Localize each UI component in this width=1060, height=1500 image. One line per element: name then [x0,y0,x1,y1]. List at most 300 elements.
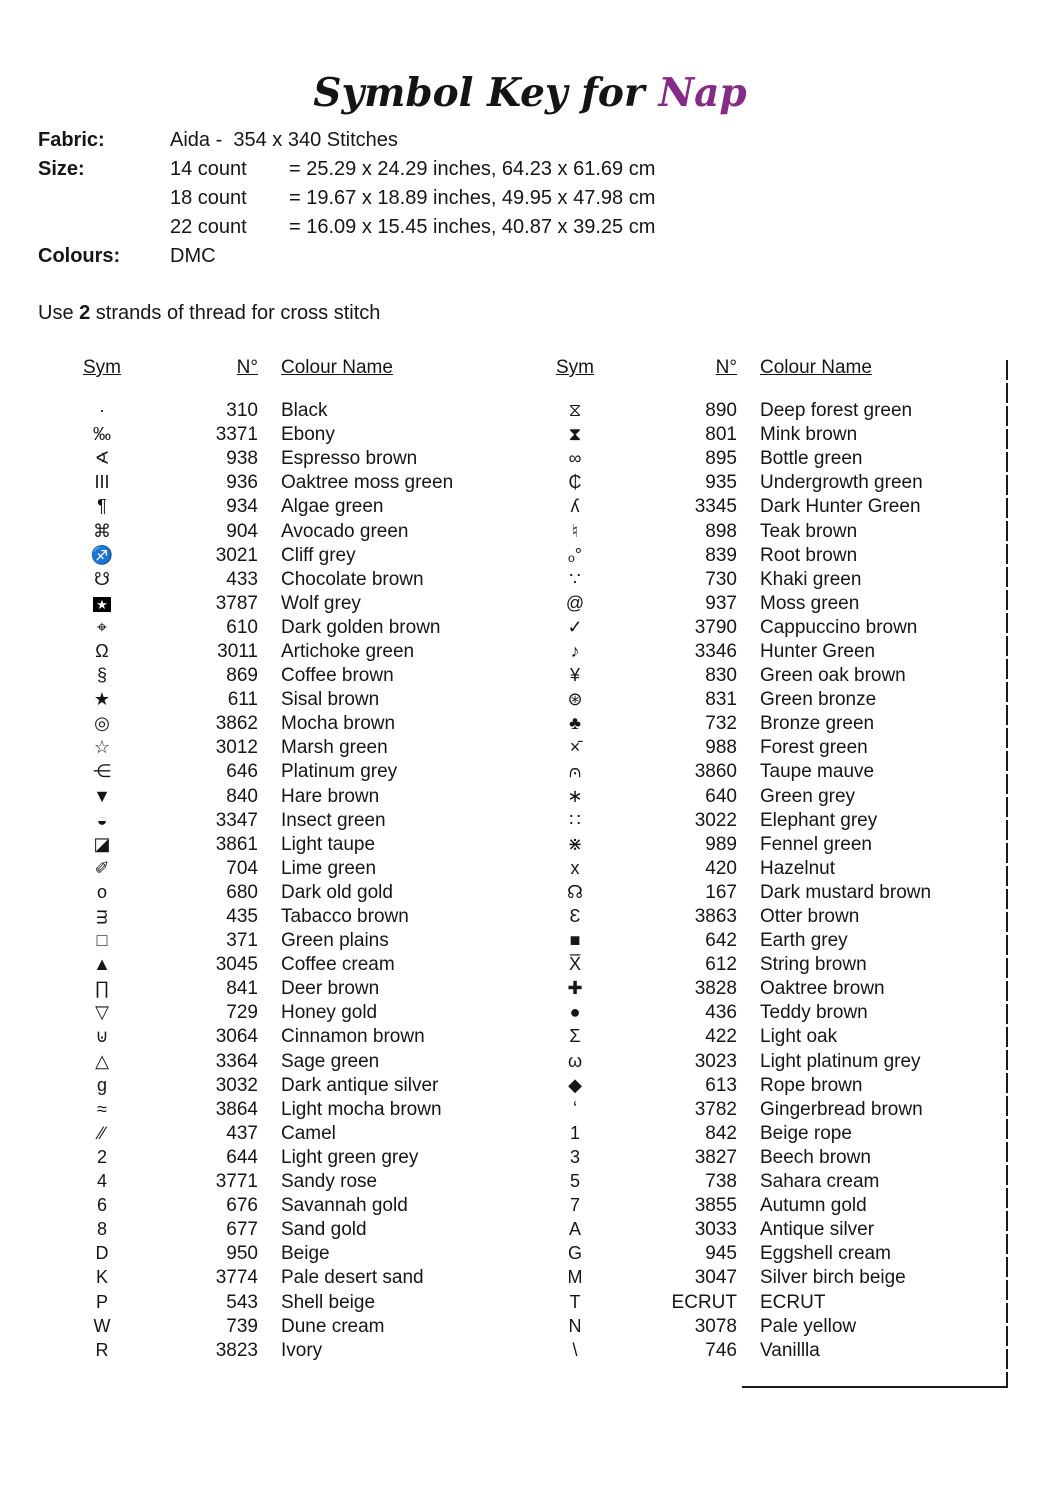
table-row [57,519,502,543]
colour-name-cell: Lime green [281,857,377,879]
table-row [57,905,502,929]
dmc-number-cell: 3345 [694,496,737,518]
stitch-symbol: ⊍ [95,1026,109,1047]
stitch-symbol: 7 [569,1195,580,1216]
stitch-symbol: ∏ [94,978,110,999]
symbol-cell [530,954,620,976]
symbol-cell [57,786,147,808]
table-row [57,1074,502,1098]
colour-name-cell: Taupe mauve [760,761,875,783]
symbol-cell [530,810,620,832]
table-row [530,736,995,760]
table-row [530,1218,995,1242]
dmc-number-cell: 831 [705,689,737,711]
stitch-symbol: ∞ [568,448,582,469]
table-row [57,1170,502,1194]
colour-name-cell: Green bronze [760,689,877,711]
dmc-number-cell: 3045 [215,954,258,976]
table-row [57,1194,502,1218]
fabric-label: Fabric: [38,129,105,151]
header-name: Colour Name [281,357,393,378]
colour-name-cell: Pale yellow [760,1315,857,1337]
symbol-cell [530,1195,620,1217]
dmc-number-cell: 3371 [215,424,258,446]
stitch-symbol: ☊ [567,881,583,902]
colour-name-cell: Antique silver [760,1219,875,1241]
table-row [57,1315,502,1339]
colour-name-cell: Cappuccino brown [760,616,918,638]
colour-name-cell: Dark golden brown [281,616,441,638]
dmc-number-cell: 435 [226,906,258,928]
stitch-symbol: N [568,1315,582,1336]
colour-name-cell: Moss green [760,592,860,614]
dmc-number-cell: 676 [226,1195,258,1217]
table-row [57,568,502,592]
symbol-cell [57,641,147,663]
colour-name-cell: Rope brown [760,1074,863,1096]
table-row [57,712,502,736]
stitch-symbol: ⌖ [96,616,108,637]
stitch-symbol: 3 [569,1146,580,1167]
symbol-cell [530,424,620,446]
stitch-symbol: x [570,857,580,878]
symbol-cell [57,1123,147,1145]
dmc-number-cell: 895 [705,448,737,470]
symbol-cell [530,1123,620,1145]
header-sym: Sym [83,357,121,378]
stitch-symbol: ‰ [93,424,111,445]
colour-name-cell: Coffee cream [281,954,395,976]
stitch-symbol: D [95,1243,109,1264]
symbol-cell [57,1195,147,1217]
stitch-symbol: ∗ [567,785,583,806]
symbol-cell [57,834,147,856]
colours-value: DMC [170,245,216,267]
dmc-number-cell: 945 [705,1243,737,1265]
stitch-symbol: ♣ [569,713,581,734]
table-row [57,1050,502,1074]
size-row-14 [38,155,655,184]
table-row [530,423,995,447]
size-count-22: 22 count [170,216,247,238]
dmc-number-cell: 935 [705,472,737,494]
symbol-cell [57,930,147,952]
table-row [530,1170,995,1194]
symbol-cell [57,400,147,422]
stitch-symbol: ∕∕ [98,1122,105,1143]
symbol-cell [530,1171,620,1193]
size-label: Size: [38,158,85,180]
colour-name-cell: Shell beige [281,1291,376,1313]
dmc-number-cell: 898 [705,520,737,542]
colour-name-cell: Dark old gold [281,881,393,903]
table-row [530,809,995,833]
symbol-cell [57,472,147,494]
dmc-number-cell: 3032 [215,1074,258,1096]
colour-name-cell: Teddy brown [760,1002,868,1024]
stitch-symbol: ◆ [568,1074,582,1095]
stitch-symbol: T [569,1291,581,1312]
symbol-cell [57,713,147,735]
table-right-border [1006,360,1008,1388]
colour-name-cell: Camel [281,1122,336,1144]
dmc-number-cell: 988 [705,737,737,759]
colour-name-cell: Hare brown [281,785,380,807]
table-row [530,712,995,736]
stitch-symbol: ∷ [569,809,581,830]
stitch-symbol: ♪ [570,640,580,661]
table-row [530,1122,995,1146]
symbol-cell [57,496,147,518]
dmc-number-cell: 3011 [217,640,258,662]
symbol-cell [530,978,620,1000]
stitch-symbol: ₒ° [568,544,582,565]
stitch-symbol: ◒ [96,809,108,830]
symbol-cell [57,1026,147,1048]
colour-name-cell: Mink brown [760,424,858,446]
table-row [57,1339,502,1363]
table-row [530,1339,995,1363]
dmc-number-cell: 3790 [694,616,737,638]
stitch-symbol: ⊛ [567,689,583,710]
size-dims-18: = 19.67 x 18.89 inches, 49.95 x 47.98 cm [289,187,656,209]
table-row [530,664,995,688]
symbol-cell [530,1243,620,1265]
colour-name-cell: Light taupe [281,833,376,855]
size-value-22 [170,213,655,242]
symbol-cell [530,737,620,759]
stitch-symbol: ∢ [94,448,110,469]
symbol-cell [57,1147,147,1169]
stitch-symbol: ♐ [90,544,114,565]
table-row [57,423,502,447]
stitch-symbol: ω [567,1050,583,1071]
symbol-cell [530,882,620,904]
size-value-18 [170,184,655,213]
table-bottom-border [742,1386,1008,1388]
colour-name-cell: Deep forest green [760,400,913,422]
dmc-number-cell: 436 [705,1002,737,1024]
symbol-cell [57,1340,147,1362]
colour-name-cell: Insect green [281,809,386,831]
symbol-cell [57,665,147,687]
colour-name-cell: Hazelnut [760,857,835,879]
dmc-number-cell: 677 [226,1219,258,1241]
symbol-cell [530,569,620,591]
colour-name-cell: Sisal brown [281,689,380,711]
colour-name-cell: Light mocha brown [281,1098,442,1120]
dmc-number-cell: 842 [705,1122,737,1144]
colour-name-cell: Gingerbread brown [760,1098,923,1120]
stitch-symbol: 4 [96,1171,107,1192]
dmc-number-cell: 3021 [215,544,258,566]
table-row [57,495,502,519]
table-row [57,1242,502,1266]
strands-note [38,302,380,325]
table-row [530,833,995,857]
stitch-symbol: ʻ [573,1098,577,1119]
pattern-info [38,126,655,271]
dmc-number-cell: 3861 [215,833,258,855]
symbol-cell [530,472,620,494]
colours-row [38,242,655,271]
table-row [530,399,995,423]
stitch-symbol: ☆ [93,737,111,758]
colour-name-cell: Beige [281,1243,330,1265]
dmc-number-cell: 3346 [694,640,737,662]
symbol-cell [57,978,147,1000]
colour-name-cell: Root brown [760,544,858,566]
table-row [57,640,502,664]
dmc-number-cell: 839 [705,544,737,566]
table-row [57,977,502,1001]
dmc-number-cell: 934 [226,496,258,518]
stitch-symbol: ×̄ [569,737,581,758]
table-row [57,616,502,640]
fabric-row [38,126,655,155]
table-row [530,1025,995,1049]
table-row [57,760,502,784]
symbol-cell [57,1171,147,1193]
dmc-number-cell: 612 [705,954,737,976]
dmc-number-cell: 890 [705,400,737,422]
table-row [530,495,995,519]
dmc-number-cell: 732 [705,713,737,735]
size-row-22 [38,213,655,242]
symbol-cell [530,521,620,543]
symbol-cell [530,545,620,567]
symbol-cell [530,713,620,735]
stitch-symbol: ⩀ [568,761,582,782]
symbol-cell [57,858,147,880]
stitch-symbol: ▼ [93,785,111,806]
table-row [57,881,502,905]
colour-name-cell: Chocolate brown [281,568,424,590]
stitch-symbol: ₵ [568,472,582,493]
symbol-cell [57,424,147,446]
dmc-number-cell: 869 [226,665,258,687]
table-row [530,905,995,929]
stitch-symbol: Ω [95,640,109,661]
colour-name-cell: Espresso brown [281,448,418,470]
strands-note-count: 2 [79,302,91,324]
colour-name-cell: Oaktree brown [760,978,885,1000]
colour-name-cell: Green grey [760,785,856,807]
table-row [530,471,995,495]
symbol-cell [57,448,147,470]
dmc-number-cell: 420 [705,857,737,879]
symbol-table-right [530,356,995,1363]
stitch-symbol: ∵ [569,568,581,589]
colour-name-cell: Ebony [281,424,335,446]
dmc-number-cell: 642 [705,930,737,952]
table-row [530,1242,995,1266]
stitch-symbol: ♮ [571,520,579,541]
colour-name-cell: Platinum grey [281,761,398,783]
table-row [530,1098,995,1122]
dmc-number-cell: 3827 [694,1146,737,1168]
dmc-number-cell: 729 [226,1002,258,1024]
size-count-18: 18 count [170,187,247,209]
stitch-symbol: @ [565,592,585,613]
symbol-cell [530,1002,620,1024]
symbol-cell [530,1267,620,1289]
colour-name-cell: Eggshell cream [760,1243,891,1265]
dmc-number-cell: 3012 [215,737,258,759]
stitch-symbol: □ [96,930,108,951]
symbol-cell [57,737,147,759]
symbol-cell [57,1243,147,1265]
dmc-number-cell: 3023 [694,1050,737,1072]
colour-name-cell: Artichoke green [281,640,415,662]
table-row [57,1001,502,1025]
colour-name-cell: Bottle green [760,448,863,470]
symbol-cell [530,906,620,928]
symbol-cell [530,1051,620,1073]
colour-name-cell: Cliff grey [281,544,356,566]
header-name: Colour Name [760,357,872,378]
symbol-cell [530,448,620,470]
stitch-symbol: ■ [569,930,581,951]
table-row [57,809,502,833]
dmc-number-cell: 3047 [694,1267,737,1289]
table-row [57,1290,502,1314]
symbol-cell [530,496,620,518]
symbol-cell [57,1267,147,1289]
size-count-14: 14 count [170,158,247,180]
dmc-number-cell: 644 [226,1146,258,1168]
symbol-cell [57,882,147,904]
dmc-number-cell: 730 [705,568,737,590]
dmc-number-cell: 989 [705,833,737,855]
dmc-number-cell: 3860 [694,761,737,783]
dmc-number-cell: 738 [705,1171,737,1193]
dmc-number-cell: 937 [705,592,737,614]
dmc-number-cell: 3064 [215,1026,258,1048]
dmc-number-cell: 640 [705,785,737,807]
symbol-cell [530,858,620,880]
colour-name-cell: Fennel green [760,833,872,855]
table-row [57,664,502,688]
colour-name-cell: Green oak brown [760,665,906,687]
colour-name-cell: Wolf grey [281,592,361,614]
table-row [57,471,502,495]
table-row [57,447,502,471]
symbol-cell [530,1292,620,1314]
table-row [57,833,502,857]
table-row [57,1098,502,1122]
symbol-cell [57,593,147,615]
table-row [530,881,995,905]
colour-name-cell: Beige rope [760,1122,852,1144]
stitch-symbol: 1 [569,1122,580,1143]
dmc-number-cell: 3774 [215,1267,258,1289]
stitch-symbol: Ɛ [569,906,581,927]
table-row [530,1315,995,1339]
colour-name-cell: Pale desert sand [281,1267,424,1289]
colour-name-cell: Coffee brown [281,665,394,687]
symbol-cell [530,1219,620,1241]
colour-name-cell: Oaktree moss green [281,472,454,494]
symbol-cell [57,761,147,783]
table-row [530,929,995,953]
stitch-symbol: § [96,665,107,686]
stitch-symbol: X̅ [568,954,581,975]
dmc-number-cell: 3823 [215,1339,258,1361]
colour-name-cell: Forest green [760,737,868,759]
table-row [57,736,502,760]
dmc-number-cell: 3782 [694,1098,737,1120]
symbol-cell [57,1051,147,1073]
dmc-number-cell: 3864 [215,1098,258,1120]
dmc-number-cell: 841 [226,978,258,1000]
symbol-cell [530,1147,620,1169]
symbol-cell [57,521,147,543]
page-title-prefix: Symbol Key for [313,70,645,116]
stitch-symbol: ≈ [97,1098,107,1119]
stitch-symbol: g [96,1074,107,1095]
stitch-symbol: ☋ [94,568,110,589]
strands-note-post: strands of thread for cross stitch [90,302,381,324]
colour-name-cell: Earth grey [760,930,848,952]
size-dims-14: = 25.29 x 24.29 inches, 64.23 x 61.69 cm [289,158,656,180]
size-value-14 [170,155,655,184]
table-row [530,1266,995,1290]
stitch-symbol: ✓ [567,616,583,637]
size-label-spacer-1 [38,184,170,213]
stitch-symbol: ⋲ [93,761,111,782]
dmc-number-cell: 310 [226,400,258,422]
stitch-symbol: o [96,881,107,902]
dmc-number-cell: 422 [705,1026,737,1048]
table-row [530,447,995,471]
table-row [530,1290,995,1314]
colour-name-cell: Mocha brown [281,713,396,735]
dmc-number-cell: 613 [705,1074,737,1096]
colour-name-cell: Dark Hunter Green [760,496,921,518]
stitch-symbol: ▽ [95,1002,109,1023]
symbol-cell [57,617,147,639]
dmc-number-cell: 830 [705,665,737,687]
dmc-number-cell: 950 [226,1243,258,1265]
table-row [57,592,502,616]
symbol-cell [57,1316,147,1338]
colour-name-cell: Teak brown [760,520,858,542]
strands-note-pre: Use [38,302,80,324]
colour-name-cell: Sand gold [281,1219,367,1241]
symbol-cell [530,400,620,422]
stitch-symbol: 2 [96,1146,107,1167]
table-row [57,1266,502,1290]
title-pattern-name: Nap [658,70,747,116]
table-row [57,1025,502,1049]
colour-name-cell: Deer brown [281,978,380,1000]
symbol-cell [530,641,620,663]
symbol-cell [530,1075,620,1097]
colour-name-cell: Undergrowth green [760,472,923,494]
colour-name-cell: Ivory [281,1339,323,1361]
colour-name-cell: Silver birch beige [760,1267,906,1289]
table-row [530,760,995,784]
symbol-cell [530,761,620,783]
fabric-value: Aida - 354 x 340 Stitches [170,129,398,151]
size-row-18 [38,184,655,213]
colour-name-cell: Light platinum grey [760,1050,921,1072]
colour-name-cell: Autumn gold [760,1195,867,1217]
table-row [530,616,995,640]
symbol-cell [57,545,147,567]
symbol-cell [57,1002,147,1024]
